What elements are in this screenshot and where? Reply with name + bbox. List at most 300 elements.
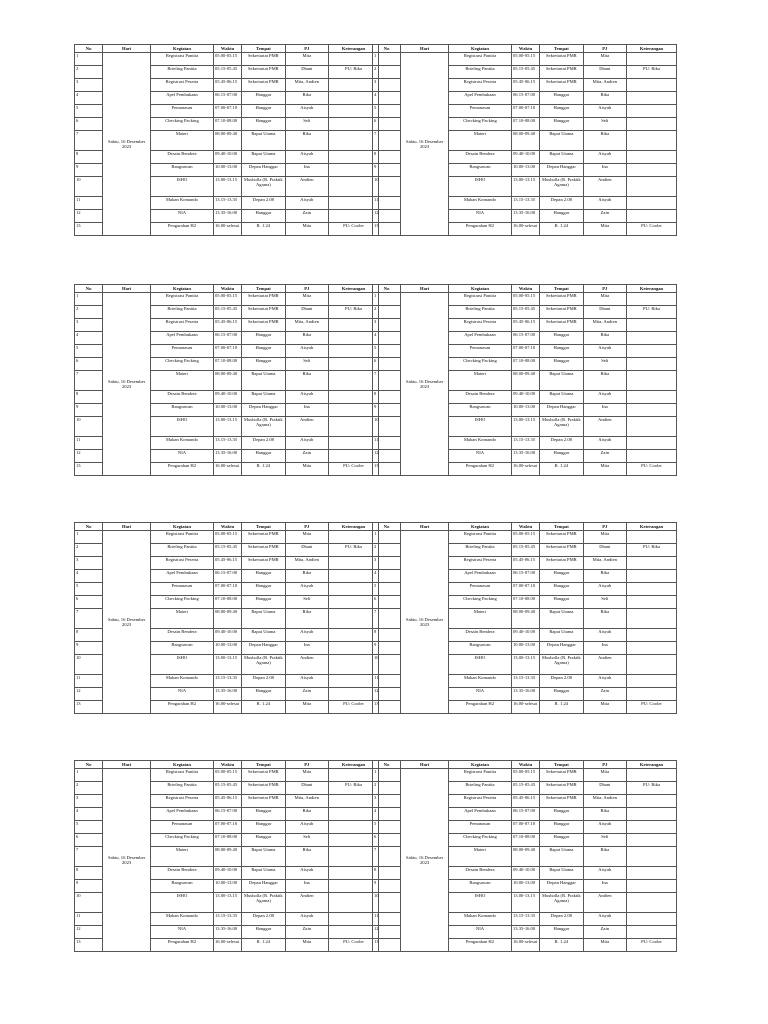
note-cell — [329, 913, 379, 926]
note-cell — [329, 596, 379, 609]
activity-cell: Registrasi Peserta — [448, 795, 511, 808]
note-cell — [627, 131, 677, 151]
note-cell — [329, 53, 379, 66]
pj-cell: Dhani — [285, 306, 328, 319]
place-cell: Rapat Utama — [242, 609, 285, 629]
time-cell: 08.00-09.40 — [213, 371, 241, 391]
column-header: Kegiatan — [448, 285, 511, 293]
pj-cell: Rika — [285, 92, 328, 105]
time-cell: 05.15-05.45 — [213, 306, 241, 319]
pj-cell: Rika — [285, 609, 328, 629]
note-cell — [329, 570, 379, 583]
row-number: 9 — [373, 880, 401, 893]
place-cell: Sekretariat PMR — [242, 319, 285, 332]
note-cell — [627, 821, 677, 834]
note-cell — [329, 795, 379, 808]
place-cell: Sekretariat PMR — [242, 782, 285, 795]
note-cell — [627, 609, 677, 629]
activity-cell: Pengarahan H2 — [150, 939, 213, 952]
column-header: Hari — [401, 761, 449, 769]
column-header: Keterangan — [329, 45, 379, 53]
activity-cell: Makan Komando — [448, 437, 511, 450]
note-cell — [329, 197, 379, 210]
note-cell: PU: Rika — [329, 544, 379, 557]
pj-cell: Dhani — [285, 782, 328, 795]
column-header: Tempat — [242, 45, 285, 53]
table-row — [75, 769, 379, 782]
column-header: Keterangan — [627, 523, 677, 531]
time-cell: 07.10-08.00 — [213, 358, 241, 371]
column-header: PJ — [583, 523, 626, 531]
place-cell: Rapat Utama — [540, 131, 583, 151]
time-cell: 07.10-08.00 — [511, 118, 539, 131]
pj-cell: Dhani — [583, 66, 626, 79]
pj-cell: Rika — [285, 808, 328, 821]
pj-cell: Aisyah — [583, 675, 626, 688]
row-number: 5 — [75, 105, 103, 118]
place-cell: Musholla (R. Praktik Agama) — [540, 417, 583, 437]
time-cell: 10.00-13.00 — [213, 164, 241, 177]
time-cell: 05.45-06.15 — [511, 557, 539, 570]
row-number: 1 — [373, 769, 401, 782]
pj-cell: Seli — [583, 358, 626, 371]
activity-cell: NIA — [150, 688, 213, 701]
row-number: 2 — [373, 306, 401, 319]
place-cell: R. 1.24 — [540, 223, 583, 236]
place-cell: Depan Hanggar — [242, 642, 285, 655]
note-cell — [627, 913, 677, 926]
row-number: 4 — [373, 92, 401, 105]
place-cell: Sekretariat PMR — [242, 306, 285, 319]
schedule-table — [74, 522, 379, 714]
activity-cell: Briefing Panitia — [448, 782, 511, 795]
row-number: 5 — [373, 345, 401, 358]
note-cell — [627, 345, 677, 358]
activity-cell: Materi — [448, 847, 511, 867]
pj-cell: Aisyah — [583, 197, 626, 210]
activity-cell: Registrasi Peserta — [150, 795, 213, 808]
activity-cell: Registrasi Peserta — [150, 557, 213, 570]
pj-cell: Mita — [285, 769, 328, 782]
place-cell: Hanggar — [242, 92, 285, 105]
place-cell: Hanggar — [540, 92, 583, 105]
row-number: 7 — [373, 371, 401, 391]
row-number: 10 — [75, 417, 103, 437]
note-cell — [329, 557, 379, 570]
pj-cell: Zain — [285, 926, 328, 939]
pj-cell: Aisyah — [285, 913, 328, 926]
row-number: 3 — [373, 79, 401, 92]
place-cell: Sekretariat PMR — [242, 544, 285, 557]
time-cell: 10.00-13.00 — [511, 404, 539, 417]
activity-cell: ISHO — [150, 893, 213, 913]
place-cell: Depan Hanggar — [242, 164, 285, 177]
pj-cell: Mita — [285, 939, 328, 952]
place-cell: Sekretariat PMR — [242, 795, 285, 808]
column-header: Tempat — [540, 523, 583, 531]
column-header: No — [373, 285, 401, 293]
pj-cell: Zain — [583, 688, 626, 701]
header-row — [75, 523, 379, 531]
schedule-table — [74, 284, 379, 476]
note-cell — [329, 177, 379, 197]
time-cell: 13.00-13.15 — [213, 655, 241, 675]
time-cell: 13.15-13.35 — [511, 675, 539, 688]
time-cell: 09.40-10.00 — [511, 391, 539, 404]
table-row — [75, 293, 379, 306]
time-cell: 05.15-05.45 — [511, 66, 539, 79]
pj-cell: Aisyah — [583, 867, 626, 880]
pj-cell: Aisyah — [583, 629, 626, 642]
place-cell: Sekretariat PMR — [540, 782, 583, 795]
schedule-table — [372, 284, 677, 476]
row-number: 6 — [373, 118, 401, 131]
row-number: 6 — [373, 834, 401, 847]
row-number: 1 — [75, 53, 103, 66]
place-cell: Hanggar — [540, 808, 583, 821]
time-cell: 06.15-07.00 — [511, 332, 539, 345]
activity-cell: Pemanasan — [448, 821, 511, 834]
note-cell — [627, 177, 677, 197]
row-number: 11 — [75, 437, 103, 450]
row-number: 4 — [373, 808, 401, 821]
activity-cell: Registrasi Panitia — [448, 531, 511, 544]
place-cell: Rapat Utama — [242, 131, 285, 151]
place-cell: Depan Hanggar — [540, 880, 583, 893]
pj-cell: Ina — [285, 404, 328, 417]
note-cell — [329, 371, 379, 391]
time-cell: 13.35-16.00 — [213, 450, 241, 463]
activity-cell: Checking Packing — [448, 596, 511, 609]
place-cell: Hanggar — [242, 570, 285, 583]
activity-cell: Bangsawan — [150, 880, 213, 893]
column-header: Kegiatan — [448, 523, 511, 531]
activity-cell: Apel Pembukaan — [150, 92, 213, 105]
time-cell: 06.15-07.00 — [213, 92, 241, 105]
note-cell — [329, 867, 379, 880]
row-number: 5 — [75, 345, 103, 358]
activity-cell: Desain Bendera — [448, 629, 511, 642]
column-header: Keterangan — [329, 523, 379, 531]
place-cell: Musholla (R. Praktik Agama) — [242, 893, 285, 913]
schedule-table — [74, 44, 379, 236]
note-cell — [627, 880, 677, 893]
pj-cell: Dhani — [285, 544, 328, 557]
time-cell: 13.15-13.35 — [213, 437, 241, 450]
row-number: 11 — [373, 197, 401, 210]
activity-cell: Checking Packing — [150, 358, 213, 371]
note-cell — [627, 319, 677, 332]
activity-cell: Materi — [448, 131, 511, 151]
place-cell: Hanggar — [540, 105, 583, 118]
note-cell — [627, 417, 677, 437]
place-cell: Sekretariat PMR — [242, 531, 285, 544]
note-cell — [627, 450, 677, 463]
pj-cell: Aisyah — [285, 345, 328, 358]
note-cell — [329, 675, 379, 688]
activity-cell: Registrasi Peserta — [150, 79, 213, 92]
note-cell — [627, 688, 677, 701]
time-cell: 13.15-13.35 — [511, 437, 539, 450]
pj-cell: Aisyah — [285, 437, 328, 450]
row-number: 2 — [75, 306, 103, 319]
schedule-table — [372, 760, 677, 952]
column-header: No — [75, 45, 103, 53]
row-number: 11 — [75, 197, 103, 210]
row-number: 9 — [75, 164, 103, 177]
note-cell — [329, 880, 379, 893]
place-cell: Depan 2.08 — [242, 913, 285, 926]
time-cell: 13.15-13.35 — [213, 675, 241, 688]
time-cell: 07.10-08.00 — [511, 596, 539, 609]
pj-cell: Aisyah — [583, 105, 626, 118]
place-cell: Hanggar — [540, 358, 583, 371]
note-cell — [627, 847, 677, 867]
pj-cell: Rika — [285, 847, 328, 867]
pj-cell: Zain — [583, 926, 626, 939]
column-header: Keterangan — [627, 761, 677, 769]
row-number: 5 — [373, 583, 401, 596]
time-cell: 07.10-08.00 — [511, 834, 539, 847]
place-cell: Hanggar — [242, 583, 285, 596]
pj-cell: Andien — [285, 177, 328, 197]
activity-cell: Pengarahan H2 — [448, 463, 511, 476]
time-cell: 07.00-07.10 — [511, 105, 539, 118]
row-number: 8 — [75, 867, 103, 880]
place-cell: Depan Hanggar — [242, 880, 285, 893]
note-cell — [329, 332, 379, 345]
time-cell: 05.00-05.15 — [511, 769, 539, 782]
row-number: 4 — [75, 92, 103, 105]
place-cell: Sekretariat PMR — [540, 319, 583, 332]
pj-cell: Mita — [583, 531, 626, 544]
activity-cell: Pengarahan H2 — [150, 701, 213, 714]
time-cell: 07.00-07.10 — [213, 345, 241, 358]
activity-cell: Bangsawan — [150, 404, 213, 417]
note-cell: PU: Rika — [329, 306, 379, 319]
note-cell — [627, 557, 677, 570]
note-cell — [627, 655, 677, 675]
time-cell: 07.10-08.00 — [511, 358, 539, 371]
time-cell: 08.00-09.40 — [213, 609, 241, 629]
row-number: 1 — [373, 293, 401, 306]
row-number: 5 — [373, 821, 401, 834]
place-cell: Rapat Utama — [540, 609, 583, 629]
row-number: 11 — [373, 437, 401, 450]
pj-cell: Zain — [583, 210, 626, 223]
pj-cell: Ina — [583, 642, 626, 655]
column-header: Hari — [401, 45, 449, 53]
activity-cell: Desain Bendera — [448, 867, 511, 880]
header-row — [373, 45, 677, 53]
pj-cell: Rika — [285, 371, 328, 391]
note-cell — [329, 131, 379, 151]
activity-cell: Briefing Panitia — [448, 66, 511, 79]
row-number: 7 — [373, 847, 401, 867]
time-cell: 10.00-13.00 — [213, 880, 241, 893]
time-cell: 07.00-07.10 — [511, 821, 539, 834]
pj-cell: Zain — [285, 688, 328, 701]
note-cell: PU: Cooler — [329, 939, 379, 952]
pj-cell: Zain — [583, 450, 626, 463]
time-cell: 16.00-selesai — [511, 701, 539, 714]
place-cell: Hanggar — [540, 926, 583, 939]
pj-cell: Mita, Andien — [285, 557, 328, 570]
place-cell: Depan 2.08 — [540, 913, 583, 926]
place-cell: Rapat Utama — [242, 847, 285, 867]
column-header: Tempat — [242, 285, 285, 293]
note-cell — [329, 808, 379, 821]
place-cell: Hanggar — [242, 118, 285, 131]
time-cell: 08.00-09.40 — [213, 131, 241, 151]
place-cell: R. 1.24 — [540, 463, 583, 476]
time-cell: 05.45-06.15 — [213, 557, 241, 570]
column-header: PJ — [583, 285, 626, 293]
activity-cell: Registrasi Panitia — [150, 53, 213, 66]
note-cell — [627, 210, 677, 223]
place-cell: Musholla (R. Praktik Agama) — [242, 655, 285, 675]
note-cell — [627, 642, 677, 655]
note-cell — [329, 345, 379, 358]
place-cell: Sekretariat PMR — [540, 769, 583, 782]
pj-cell: Ina — [285, 880, 328, 893]
pj-cell: Seli — [285, 358, 328, 371]
pj-cell: Aisyah — [285, 105, 328, 118]
day-cell: Sabtu, 16 Desember 2023 — [103, 531, 151, 714]
activity-cell: Makan Komando — [448, 913, 511, 926]
note-cell: PU: Rika — [329, 782, 379, 795]
row-number: 10 — [75, 893, 103, 913]
column-header: No — [373, 523, 401, 531]
time-cell: 16.00-selesai — [213, 939, 241, 952]
header-row — [373, 285, 677, 293]
note-cell: PU: Rika — [329, 66, 379, 79]
activity-cell: Registrasi Panitia — [448, 769, 511, 782]
pj-cell: Mita, Andien — [583, 557, 626, 570]
place-cell: Hanggar — [242, 834, 285, 847]
time-cell: 10.00-13.00 — [511, 880, 539, 893]
pj-cell: Andien — [285, 417, 328, 437]
pj-cell: Rika — [285, 131, 328, 151]
row-number: 7 — [75, 609, 103, 629]
table-row — [373, 293, 677, 306]
time-cell: 13.35-16.00 — [213, 210, 241, 223]
place-cell: Hanggar — [242, 688, 285, 701]
note-cell — [329, 293, 379, 306]
day-cell: Sabtu, 16 Desember 2023 — [103, 53, 151, 236]
pj-cell: Aisyah — [583, 913, 626, 926]
note-cell — [627, 629, 677, 642]
pj-cell: Aisyah — [285, 629, 328, 642]
place-cell: Rapat Utama — [242, 629, 285, 642]
column-header: Waktu — [511, 285, 539, 293]
column-header: Keterangan — [627, 285, 677, 293]
activity-cell: Registrasi Peserta — [448, 557, 511, 570]
column-header: Kegiatan — [448, 45, 511, 53]
row-number: 4 — [75, 808, 103, 821]
pj-cell: Mita, Andien — [285, 79, 328, 92]
note-cell — [627, 531, 677, 544]
pj-cell: Mita — [583, 293, 626, 306]
time-cell: 13.15-13.35 — [213, 913, 241, 926]
time-cell: 16.00-selesai — [511, 939, 539, 952]
pj-cell: Aisyah — [583, 391, 626, 404]
column-header: Keterangan — [329, 761, 379, 769]
note-cell — [329, 391, 379, 404]
row-number: 8 — [373, 867, 401, 880]
row-number: 10 — [373, 177, 401, 197]
column-header: No — [373, 45, 401, 53]
time-cell: 05.00-05.15 — [213, 53, 241, 66]
time-cell: 13.15-13.35 — [511, 197, 539, 210]
note-cell — [329, 164, 379, 177]
time-cell: 05.00-05.15 — [511, 53, 539, 66]
time-cell: 16.00-selesai — [511, 463, 539, 476]
pj-cell: Dhani — [583, 544, 626, 557]
time-cell: 06.15-07.00 — [511, 92, 539, 105]
row-number: 6 — [75, 358, 103, 371]
row-number: 4 — [75, 332, 103, 345]
note-cell — [627, 358, 677, 371]
day-cell: Sabtu, 16 Desember 2023 — [401, 769, 449, 952]
row-number: 9 — [373, 164, 401, 177]
column-header: Waktu — [213, 45, 241, 53]
note-cell: PU: Rika — [627, 544, 677, 557]
activity-cell: Checking Packing — [448, 118, 511, 131]
time-cell: 10.00-13.00 — [511, 164, 539, 177]
table-row — [373, 531, 677, 544]
row-number: 3 — [75, 319, 103, 332]
activity-cell: NIA — [448, 450, 511, 463]
activity-cell: Materi — [150, 131, 213, 151]
column-header: Tempat — [540, 285, 583, 293]
note-cell — [627, 583, 677, 596]
row-number: 12 — [75, 450, 103, 463]
activity-cell: Makan Komando — [150, 913, 213, 926]
place-cell: Rapat Utama — [540, 847, 583, 867]
note-cell — [627, 164, 677, 177]
pj-cell: Zain — [285, 210, 328, 223]
time-cell: 05.45-06.15 — [511, 795, 539, 808]
place-cell: Depan Hanggar — [540, 164, 583, 177]
row-number: 1 — [75, 293, 103, 306]
pj-cell: Mita — [285, 531, 328, 544]
pj-cell: Andien — [583, 417, 626, 437]
activity-cell: Apel Pembukaan — [448, 570, 511, 583]
activity-cell: Desain Bendera — [448, 391, 511, 404]
row-number: 1 — [373, 53, 401, 66]
time-cell: 05.00-05.15 — [511, 293, 539, 306]
pj-cell: Andien — [583, 177, 626, 197]
activity-cell: Apel Pembukaan — [150, 570, 213, 583]
time-cell: 07.00-07.10 — [511, 345, 539, 358]
pj-cell: Mita — [583, 463, 626, 476]
row-number: 2 — [373, 782, 401, 795]
pj-cell: Aisyah — [583, 821, 626, 834]
row-number: 4 — [373, 332, 401, 345]
note-cell — [627, 92, 677, 105]
place-cell: Hanggar — [540, 450, 583, 463]
row-number: 7 — [75, 371, 103, 391]
pj-cell: Mita — [583, 223, 626, 236]
time-cell: 05.00-05.15 — [213, 293, 241, 306]
row-number: 5 — [75, 583, 103, 596]
activity-cell: Pemanasan — [150, 345, 213, 358]
row-number: 9 — [373, 404, 401, 417]
pj-cell: Rika — [583, 92, 626, 105]
time-cell: 07.10-08.00 — [213, 834, 241, 847]
note-cell — [627, 675, 677, 688]
